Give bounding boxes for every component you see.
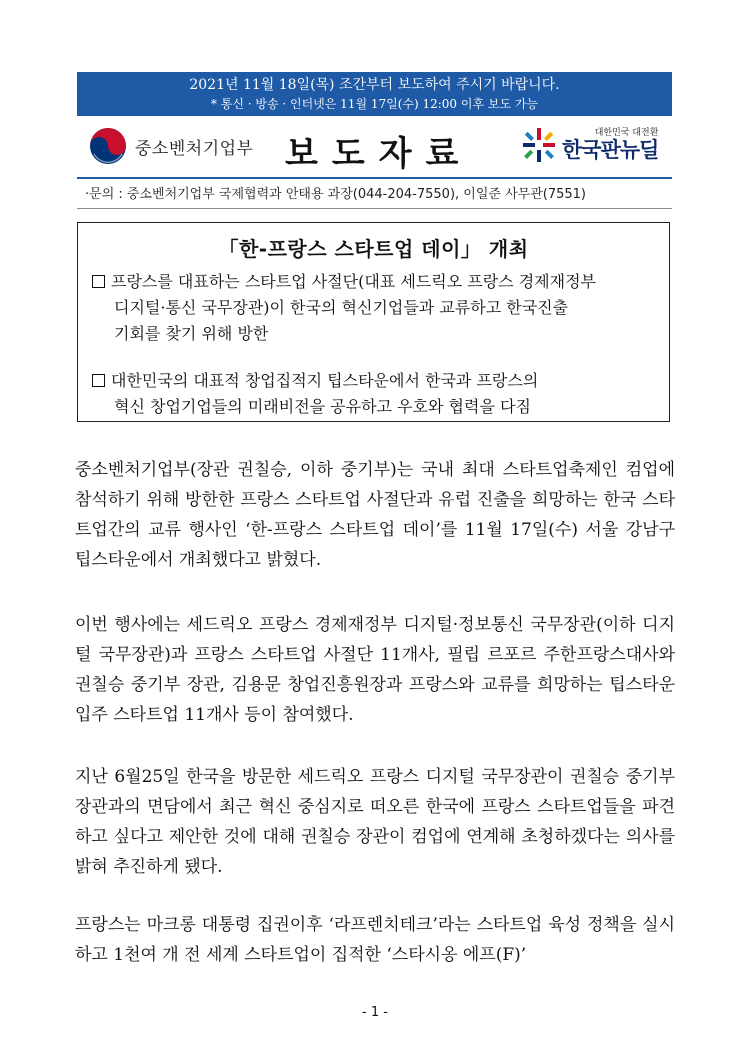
newdeal-name: 한국판뉴딜: [562, 138, 659, 162]
checkbox-square-icon: [92, 374, 105, 387]
bullet-2-line-1: 대한민국의 대표적 창업집적지 팁스타운에서 한국과 프랑스의: [111, 371, 539, 390]
ministry-logo: [89, 127, 253, 165]
bullet-1-line-1: 프랑스를 대표하는 스타트업 사절단(대표 세드릭오 프랑스 경제재정부: [111, 272, 596, 291]
embargo-banner: [77, 72, 672, 116]
page-number: - 1 -: [362, 1005, 388, 1020]
ministry-name: 중소벤처기업부: [135, 138, 254, 159]
summary-bullet-1: [92, 269, 656, 347]
summary-box: [77, 222, 670, 422]
embargo-line-1: 2021년 11월 18일(목) 조간부터 보도하여 주시기 바랍니다.: [189, 77, 560, 93]
header: [77, 120, 672, 176]
header-divider: [77, 177, 672, 179]
taegeuk-emblem-icon: [89, 127, 127, 165]
body-paragraph-3: 지난 6월25일 한국을 방문한 세드릭오 프랑스 디지털 국무장관이 권칠승 중기부 장관과의 면담에서 최근 혁신 중심지로 떠오른 한국에 프랑스 스타트업들을 파견하고 싶다고 제안한 것에 대해 권칠승 장관이 컴업에 연계해 초청하겠다는 의사를 밝혀 추진하게 됐다.: [75, 767, 675, 877]
body-paragraph-4: 프랑스는 마크롱 대통령 집권이후 ‘라프렌치테크’라는 스타트업 육성 정책을 실시하고 1천여 개 전 세계 스타트업이 집적한 ‘스타시옹 에프(F)’: [75, 915, 675, 965]
newdeal-tagline: 대한민국 대전환: [594, 128, 659, 138]
newdeal-logo: [521, 126, 658, 164]
checkbox-square-icon: [92, 275, 105, 288]
body-paragraph-1: 중소벤처기업부(장관 권칠승, 이하 중기부)는 국내 최대 스타트업축제인 컴업에 참석하기 위해 방한한 프랑스 스타트업 사절단과 유럽 진출을 희망하는 한국 스타트업간의 교류 행사인 ‘한-프랑스 스타트업 데이’를 11월 17일(수) 서울 강남구 팁스타운에서 개최했다고 밝혔다.: [75, 460, 675, 570]
summary-title: 「한-프랑스 스타트업 데이」 개최: [218, 237, 529, 261]
summary-bullet-2: [92, 368, 656, 420]
page-title: 보도자료: [285, 134, 473, 174]
body-paragraph-2: 이번 행사에는 세드릭오 프랑스 경제재정부 디지털·정보통신 국무장관(이하 디지털 국무장관)과 프랑스 스타트업 사절단 11개사, 필립 르포르 주한프랑스대사와 권칠승 중기부 장관, 김용문 창업진흥원장과 프랑스와 교류를 희망하는 팁스타운 입주 스타트업 11개사 등이 참여했다.: [75, 615, 675, 725]
bullet-2-line-2: 혁신 창업기업들의 미래비전을 공유하고 우호와 협력을 다짐: [114, 397, 531, 416]
newdeal-star-icon: [521, 126, 557, 164]
newdeal-text: [562, 129, 658, 161]
bullet-1-line-2: 디지털·통신 국무장관)이 한국의 혁신기업들과 교류하고 한국진출: [114, 298, 569, 317]
bullet-1-line-3: 기회를 찾기 위해 방한: [114, 324, 269, 343]
contact-divider: [77, 208, 672, 209]
embargo-line-2: * 통신 · 방송 · 인터넷은 11월 17일(수) 12:00 이후 보도 가능: [210, 97, 539, 111]
contact-info: ·문의 : 중소벤처기업부 국제협력과 안태용 과장(044-204-7550), 이일준 사무관(7551): [85, 187, 586, 202]
